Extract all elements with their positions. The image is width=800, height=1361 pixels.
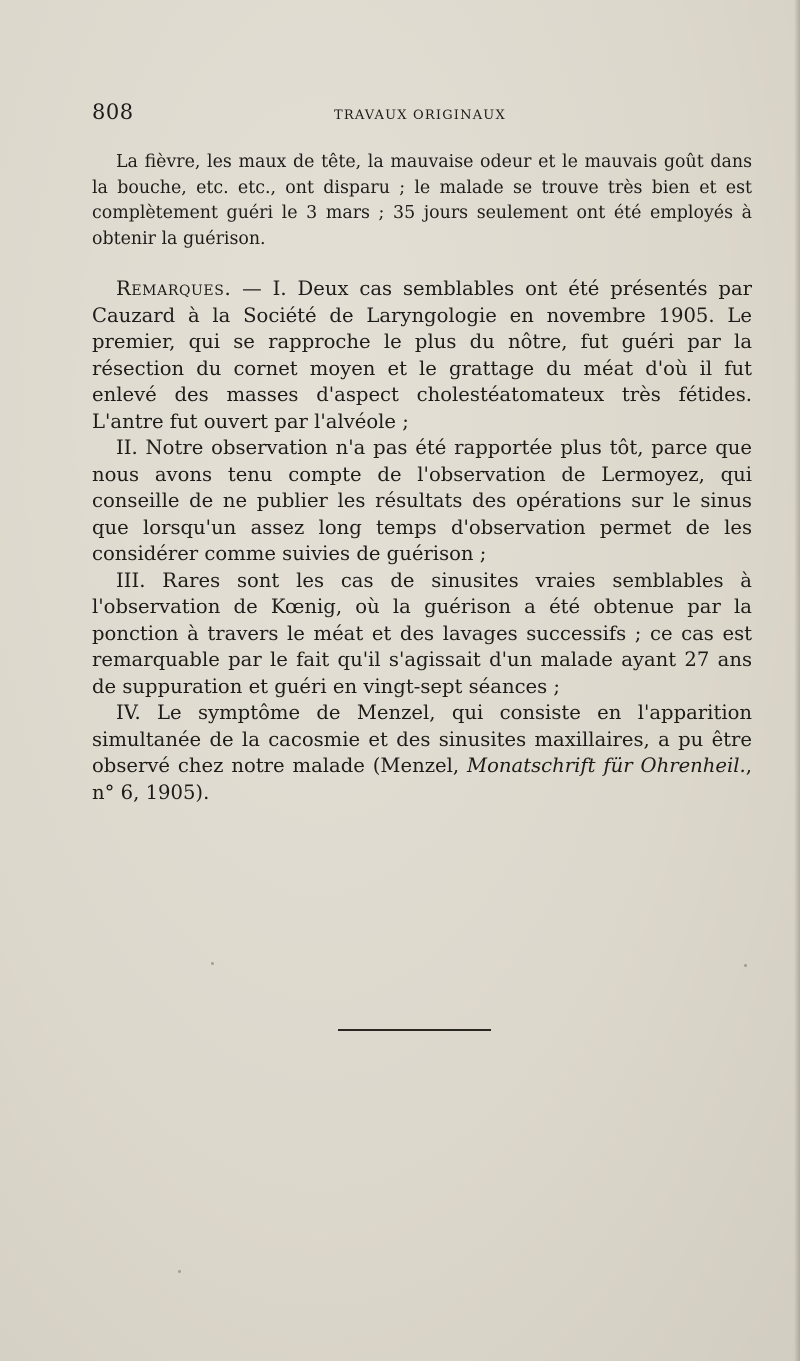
remarques-label: Remarques. bbox=[116, 277, 232, 300]
running-title: TRAVAUX ORIGINAUX bbox=[334, 108, 506, 123]
paragraph-recovery: La fièvre, les maux de tête, la mauvaise odeur et le mauvais goût dans la bouche, etc. etc., ont disparu ; le malade se trouve très bien et est complètement guéri le 3 mars ; 35 jours seulement ont été employés à obtenir la guérison. bbox=[92, 152, 752, 249]
page-number: 808 bbox=[92, 100, 134, 124]
paper-speck bbox=[211, 962, 214, 965]
body-text bbox=[92, 150, 752, 806]
iv-end: , n° 6, 1905). bbox=[92, 754, 753, 804]
paragraph-remarques-ii: II. Notre observation n'a pas été rapportée plus tôt, parce que nous avons tenu compte de l'observation de Lermoyez, qui conseille de ne publier les résultats des opérations sur le sinus que lorsqu'un assez long temps d'observation permet de les considérer comme suivies de guérison ; bbox=[92, 436, 752, 565]
paper-speck bbox=[744, 964, 747, 967]
remarques-text: — I. Deux cas semblables ont été présentés par Cauzard à la Société de Laryngologie en novembre 1905. Le premier, qui se rapproche le plus du nôtre, fut guéri par la résection du cornet moyen et le grattage du méat d'où il fut enlevé des masses d'aspect cholestéatomateux très fétides. L'antre fut ouvert par l'alvéole ; bbox=[92, 277, 752, 433]
paper-speck bbox=[178, 1270, 181, 1273]
page-edge-shadow bbox=[794, 0, 800, 1361]
iv-text: IV. Le symptôme de Menzel, qui consiste en l'apparition simultanée de la cacosmie et des sinusites maxillaires, a pu être observé chez notre malade (Menzel, bbox=[92, 701, 752, 777]
journal-title: Monatschrift für Ohrenheil. bbox=[467, 754, 746, 777]
paragraph-remarques-iii: III. Rares sont les cas de sinusites vraies semblables à l'observation de Kœnig, où la guérison a été obtenue par la ponction à travers le méat et des lavages successifs ; ce cas est remarquable par le fait qu'il s'agissait d'un malade ayant 27 ans de suppuration et guéri en vingt-sept séances ; bbox=[92, 568, 752, 698]
paragraph-remarques-iv bbox=[92, 700, 752, 806]
paragraph-remarques-i bbox=[92, 276, 752, 435]
end-rule bbox=[338, 1029, 491, 1031]
running-head bbox=[92, 100, 752, 130]
